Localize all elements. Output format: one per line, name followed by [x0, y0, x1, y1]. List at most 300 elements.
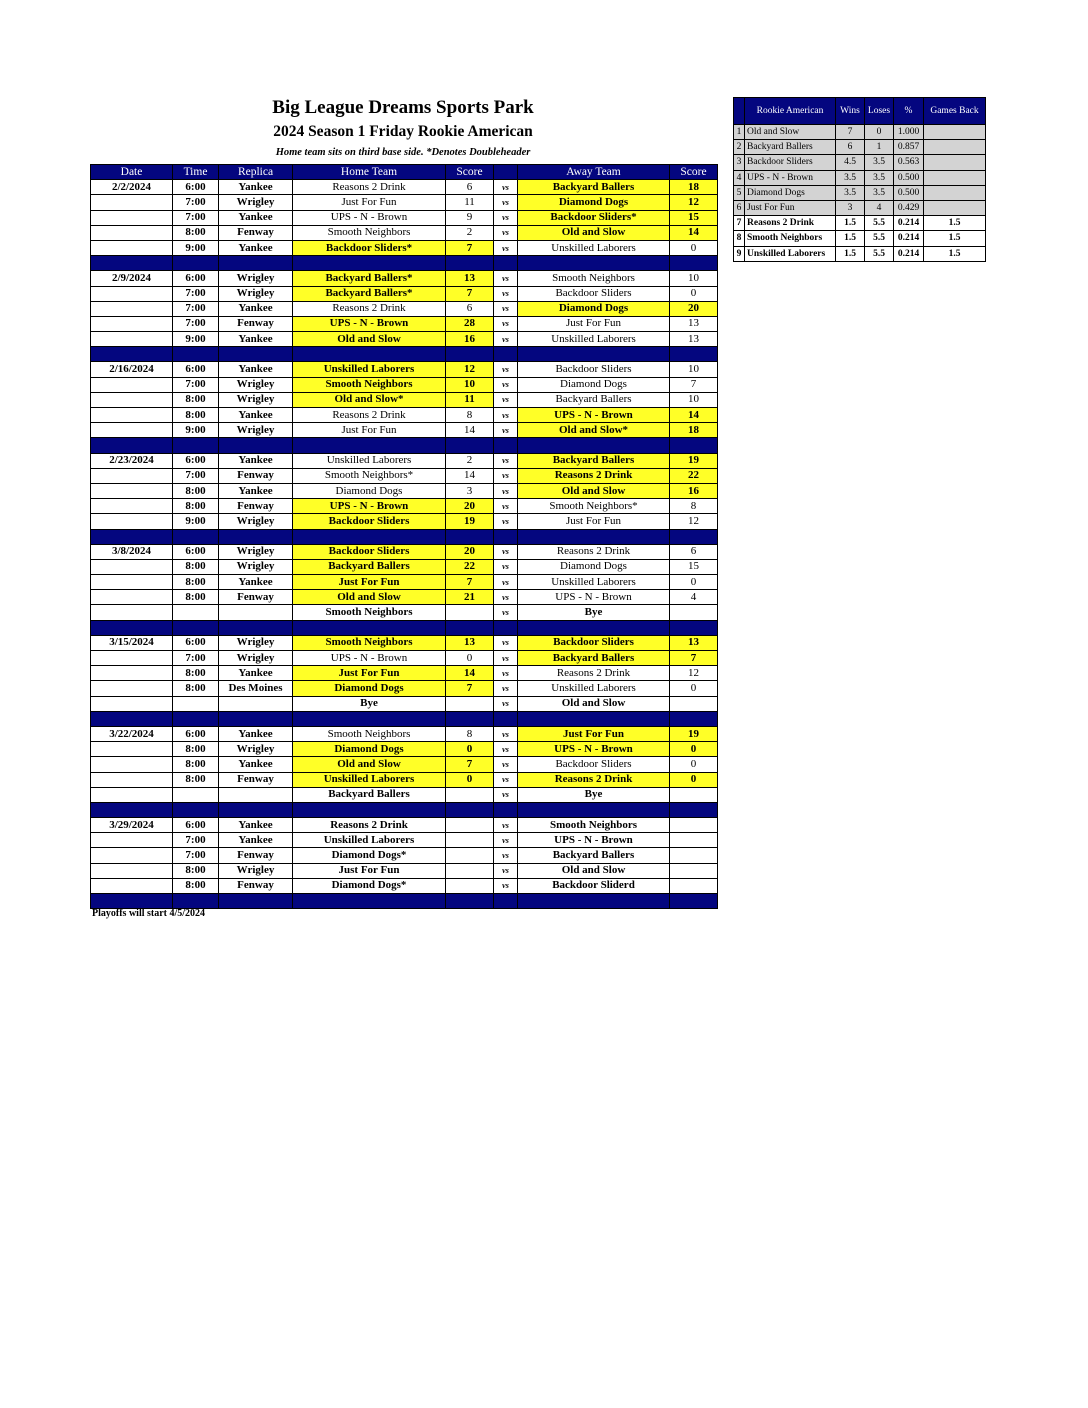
table-row [91, 316, 718, 331]
home-team: Bye [293, 696, 446, 711]
separator-cell [293, 711, 446, 726]
separator-cell [518, 894, 670, 909]
home-team: Reasons 2 Drink [293, 180, 446, 195]
game-replica: Yankee [219, 575, 293, 590]
separator-cell [446, 256, 494, 271]
game-replica: Wrigley [219, 195, 293, 210]
home-score: 8 [446, 726, 494, 741]
game-replica: Des Moines [219, 681, 293, 696]
vs-label: vs [494, 483, 518, 498]
game-date [91, 408, 173, 423]
away-score: 10 [670, 392, 718, 407]
standings-loses: 1 [865, 140, 894, 155]
vs-label: vs [494, 362, 518, 377]
separator-cell [91, 711, 173, 726]
separator-cell [518, 711, 670, 726]
separator-cell [219, 256, 293, 271]
game-replica: Yankee [219, 666, 293, 681]
away-score: 20 [670, 301, 718, 316]
game-date [91, 377, 173, 392]
home-score: 10 [446, 377, 494, 392]
separator-cell [293, 529, 446, 544]
table-row [91, 696, 718, 711]
col-header-away-score: Score [670, 165, 718, 180]
home-score [446, 818, 494, 833]
home-team: Unskilled Laborers [293, 453, 446, 468]
home-score: 7 [446, 240, 494, 255]
game-date [91, 742, 173, 757]
away-team: UPS - N - Brown [518, 408, 670, 423]
standings-team: Old and Slow [745, 125, 836, 140]
home-score: 13 [446, 271, 494, 286]
separator-cell [670, 347, 718, 362]
standings-loses: 5.5 [865, 231, 894, 246]
game-replica [219, 605, 293, 620]
table-row [91, 286, 718, 301]
away-team: Diamond Dogs [518, 377, 670, 392]
standings-team: Smooth Neighbors [745, 231, 836, 246]
standings-games-back [924, 170, 986, 185]
home-team: Unskilled Laborers [293, 772, 446, 787]
home-score [446, 833, 494, 848]
game-time: 7:00 [173, 301, 219, 316]
away-team: UPS - N - Brown [518, 742, 670, 757]
game-time: 6:00 [173, 818, 219, 833]
home-team: Diamond Dogs* [293, 878, 446, 893]
vs-label: vs [494, 544, 518, 559]
standings-header-pct: % [894, 98, 924, 125]
table-row [91, 681, 718, 696]
away-team: Bye [518, 787, 670, 802]
week-separator [91, 711, 718, 726]
game-date: 3/8/2024 [91, 544, 173, 559]
game-replica: Yankee [219, 818, 293, 833]
away-team: Backdoor Sliders* [518, 210, 670, 225]
separator-cell [293, 802, 446, 817]
standings-wins: 4.5 [836, 155, 865, 170]
away-team: Reasons 2 Drink [518, 666, 670, 681]
vs-label: vs [494, 575, 518, 590]
game-date [91, 483, 173, 498]
away-team: Smooth Neighbors* [518, 499, 670, 514]
game-time: 7:00 [173, 833, 219, 848]
away-team: UPS - N - Brown [518, 833, 670, 848]
game-replica: Fenway [219, 590, 293, 605]
separator-cell [494, 711, 518, 726]
separator-cell [518, 529, 670, 544]
home-score [446, 605, 494, 620]
standings-pct: 1.000 [894, 125, 924, 140]
game-time: 8:00 [173, 392, 219, 407]
vs-label: vs [494, 240, 518, 255]
table-row [91, 301, 718, 316]
game-date [91, 575, 173, 590]
separator-cell [293, 894, 446, 909]
game-replica [219, 696, 293, 711]
home-score: 13 [446, 635, 494, 650]
game-replica: Fenway [219, 225, 293, 240]
home-team: UPS - N - Brown [293, 316, 446, 331]
col-header-date: Date [91, 165, 173, 180]
separator-cell [293, 256, 446, 271]
standings-loses: 0 [865, 125, 894, 140]
standings-team: UPS - N - Brown [745, 170, 836, 185]
home-score: 11 [446, 392, 494, 407]
separator-cell [91, 894, 173, 909]
standings-rank: 3 [734, 155, 745, 170]
away-score: 13 [670, 635, 718, 650]
vs-label: vs [494, 332, 518, 347]
game-date: 2/2/2024 [91, 180, 173, 195]
separator-cell [446, 438, 494, 453]
vs-label: vs [494, 681, 518, 696]
home-team: Just For Fun [293, 423, 446, 438]
away-team: Old and Slow [518, 863, 670, 878]
home-score [446, 787, 494, 802]
standings-games-back: 1.5 [924, 216, 986, 231]
game-replica: Yankee [219, 301, 293, 316]
col-header-vs [494, 165, 518, 180]
home-score: 0 [446, 742, 494, 757]
away-team: Unskilled Laborers [518, 332, 670, 347]
game-replica: Yankee [219, 210, 293, 225]
home-team: UPS - N - Brown [293, 499, 446, 514]
game-date [91, 499, 173, 514]
game-replica: Wrigley [219, 559, 293, 574]
away-team: Diamond Dogs [518, 195, 670, 210]
separator-cell [91, 802, 173, 817]
standings-loses: 3.5 [865, 170, 894, 185]
separator-cell [219, 894, 293, 909]
home-score: 2 [446, 453, 494, 468]
standings-header-loses: Loses [865, 98, 894, 125]
vs-label: vs [494, 559, 518, 574]
week-separator [91, 620, 718, 635]
vs-label: vs [494, 742, 518, 757]
home-score: 0 [446, 772, 494, 787]
game-replica: Wrigley [219, 514, 293, 529]
vs-label: vs [494, 316, 518, 331]
game-replica: Yankee [219, 180, 293, 195]
separator-cell [446, 711, 494, 726]
game-time: 7:00 [173, 468, 219, 483]
game-replica: Fenway [219, 499, 293, 514]
page-title: Big League Dreams Sports Park [272, 97, 534, 118]
away-score: 0 [670, 772, 718, 787]
table-row [91, 575, 718, 590]
table-row [91, 514, 718, 529]
away-team: Smooth Neighbors [518, 818, 670, 833]
away-score: 10 [670, 362, 718, 377]
schedule-header-row [91, 165, 718, 180]
game-date [91, 787, 173, 802]
game-date [91, 392, 173, 407]
away-team: Reasons 2 Drink [518, 468, 670, 483]
game-time: 8:00 [173, 757, 219, 772]
away-team: Backdoor Sliders [518, 757, 670, 772]
game-date [91, 559, 173, 574]
separator-cell [446, 529, 494, 544]
vs-label: vs [494, 210, 518, 225]
week-separator [91, 438, 718, 453]
home-score: 2 [446, 225, 494, 240]
vs-label: vs [494, 377, 518, 392]
away-team: Backdoor Sliderd [518, 878, 670, 893]
home-team: Diamond Dogs* [293, 848, 446, 863]
separator-cell [219, 529, 293, 544]
game-time: 7:00 [173, 651, 219, 666]
game-time [173, 605, 219, 620]
away-team: Backyard Ballers [518, 651, 670, 666]
separator-cell [91, 438, 173, 453]
schedule-table [90, 164, 718, 909]
away-score [670, 818, 718, 833]
away-team: Just For Fun [518, 316, 670, 331]
vs-label: vs [494, 499, 518, 514]
standings-rank: 9 [734, 246, 745, 261]
standings-loses: 5.5 [865, 246, 894, 261]
away-team: Reasons 2 Drink [518, 772, 670, 787]
standings-loses: 3.5 [865, 155, 894, 170]
game-time: 8:00 [173, 575, 219, 590]
game-replica: Yankee [219, 483, 293, 498]
vs-label: vs [494, 757, 518, 772]
game-time [173, 787, 219, 802]
game-time: 8:00 [173, 863, 219, 878]
home-team: Old and Slow* [293, 392, 446, 407]
game-date [91, 423, 173, 438]
away-team: Reasons 2 Drink [518, 544, 670, 559]
table-row [91, 377, 718, 392]
table-row [91, 225, 718, 240]
table-row [91, 195, 718, 210]
table-row [91, 666, 718, 681]
table-row [91, 453, 718, 468]
game-date [91, 833, 173, 848]
game-replica: Yankee [219, 408, 293, 423]
home-team: Old and Slow [293, 590, 446, 605]
game-time: 8:00 [173, 772, 219, 787]
game-time: 8:00 [173, 499, 219, 514]
game-date [91, 332, 173, 347]
away-team: Old and Slow [518, 696, 670, 711]
game-date [91, 863, 173, 878]
home-team: Smooth Neighbors* [293, 468, 446, 483]
away-team: UPS - N - Brown [518, 590, 670, 605]
game-replica [219, 787, 293, 802]
standings-rank: 4 [734, 170, 745, 185]
away-team: Diamond Dogs [518, 559, 670, 574]
standings-wins: 6 [836, 140, 865, 155]
table-row [91, 423, 718, 438]
standings-row [734, 216, 986, 231]
game-replica: Wrigley [219, 271, 293, 286]
home-team: Just For Fun [293, 666, 446, 681]
away-team: Unskilled Laborers [518, 240, 670, 255]
separator-cell [173, 529, 219, 544]
standings-table [733, 97, 986, 262]
standings-row [734, 155, 986, 170]
game-replica: Wrigley [219, 635, 293, 650]
home-team: Backyard Ballers* [293, 286, 446, 301]
table-row [91, 468, 718, 483]
separator-cell [518, 620, 670, 635]
home-score: 14 [446, 468, 494, 483]
game-time: 8:00 [173, 225, 219, 240]
vs-label: vs [494, 772, 518, 787]
table-row [91, 772, 718, 787]
away-score: 0 [670, 286, 718, 301]
away-score: 10 [670, 271, 718, 286]
home-score: 19 [446, 514, 494, 529]
vs-label: vs [494, 666, 518, 681]
home-score: 20 [446, 499, 494, 514]
game-date: 2/23/2024 [91, 453, 173, 468]
table-row [91, 332, 718, 347]
table-row [91, 863, 718, 878]
away-score [670, 696, 718, 711]
standings-rank: 5 [734, 185, 745, 200]
separator-cell [91, 256, 173, 271]
game-time: 8:00 [173, 681, 219, 696]
standings-row [734, 231, 986, 246]
standings-row [734, 185, 986, 200]
standings-rank: 1 [734, 125, 745, 140]
vs-label: vs [494, 863, 518, 878]
home-score: 0 [446, 651, 494, 666]
game-replica: Wrigley [219, 651, 293, 666]
game-date [91, 681, 173, 696]
standings-games-back [924, 185, 986, 200]
home-team: Unskilled Laborers [293, 833, 446, 848]
home-team: UPS - N - Brown [293, 210, 446, 225]
table-row [91, 818, 718, 833]
game-date: 2/16/2024 [91, 362, 173, 377]
game-time: 6:00 [173, 726, 219, 741]
separator-cell [670, 894, 718, 909]
game-time: 6:00 [173, 544, 219, 559]
home-team: Unskilled Laborers [293, 362, 446, 377]
table-row [91, 210, 718, 225]
separator-cell [494, 894, 518, 909]
away-score: 13 [670, 332, 718, 347]
separator-cell [91, 529, 173, 544]
game-date [91, 590, 173, 605]
game-date [91, 651, 173, 666]
standings-row [734, 246, 986, 261]
away-team: Backyard Ballers [518, 453, 670, 468]
vs-label: vs [494, 392, 518, 407]
separator-cell [494, 620, 518, 635]
game-time: 7:00 [173, 316, 219, 331]
table-row [91, 180, 718, 195]
standings-pct: 0.857 [894, 140, 924, 155]
home-team: Smooth Neighbors [293, 377, 446, 392]
week-separator [91, 802, 718, 817]
separator-cell [91, 347, 173, 362]
game-date [91, 666, 173, 681]
game-replica: Wrigley [219, 423, 293, 438]
away-team: Backyard Ballers [518, 180, 670, 195]
separator-cell [219, 347, 293, 362]
separator-cell [446, 802, 494, 817]
table-row [91, 878, 718, 893]
separator-cell [494, 347, 518, 362]
vs-label: vs [494, 225, 518, 240]
separator-cell [173, 620, 219, 635]
game-date [91, 225, 173, 240]
away-score: 0 [670, 681, 718, 696]
home-score [446, 863, 494, 878]
game-time: 8:00 [173, 483, 219, 498]
standings-pct: 0.214 [894, 231, 924, 246]
vs-label: vs [494, 787, 518, 802]
vs-label: vs [494, 514, 518, 529]
game-replica: Fenway [219, 468, 293, 483]
game-time: 9:00 [173, 240, 219, 255]
vs-label: vs [494, 833, 518, 848]
game-date [91, 468, 173, 483]
game-time [173, 696, 219, 711]
away-score: 0 [670, 742, 718, 757]
game-date: 3/22/2024 [91, 726, 173, 741]
home-score: 11 [446, 195, 494, 210]
away-score: 18 [670, 423, 718, 438]
home-score: 14 [446, 666, 494, 681]
week-separator [91, 529, 718, 544]
week-separator [91, 894, 718, 909]
table-row [91, 559, 718, 574]
away-team: Old and Slow* [518, 423, 670, 438]
game-time: 8:00 [173, 590, 219, 605]
home-score [446, 878, 494, 893]
vs-label: vs [494, 696, 518, 711]
away-score: 15 [670, 559, 718, 574]
home-team: Smooth Neighbors [293, 726, 446, 741]
standings-wins: 3.5 [836, 170, 865, 185]
standings-games-back [924, 125, 986, 140]
game-replica: Yankee [219, 362, 293, 377]
away-team: Backdoor Sliders [518, 635, 670, 650]
away-score: 19 [670, 726, 718, 741]
game-time: 6:00 [173, 635, 219, 650]
home-score: 21 [446, 590, 494, 605]
home-team: UPS - N - Brown [293, 651, 446, 666]
home-team: Just For Fun [293, 575, 446, 590]
away-score [670, 848, 718, 863]
vs-label: vs [494, 423, 518, 438]
separator-cell [173, 802, 219, 817]
home-score: 28 [446, 316, 494, 331]
playoffs-note: Playoffs will start 4/5/2024 [92, 908, 206, 919]
home-team: Diamond Dogs [293, 742, 446, 757]
standings-body [734, 125, 986, 262]
standings-header-row [734, 98, 986, 125]
away-team: Backdoor Sliders [518, 362, 670, 377]
separator-cell [518, 256, 670, 271]
vs-label: vs [494, 195, 518, 210]
separator-cell [518, 802, 670, 817]
table-row [91, 362, 718, 377]
standings-wins: 7 [836, 125, 865, 140]
game-time: 8:00 [173, 742, 219, 757]
away-score: 16 [670, 483, 718, 498]
away-score [670, 787, 718, 802]
separator-cell [670, 529, 718, 544]
away-score [670, 833, 718, 848]
home-team: Backdoor Sliders [293, 514, 446, 529]
game-replica: Yankee [219, 240, 293, 255]
